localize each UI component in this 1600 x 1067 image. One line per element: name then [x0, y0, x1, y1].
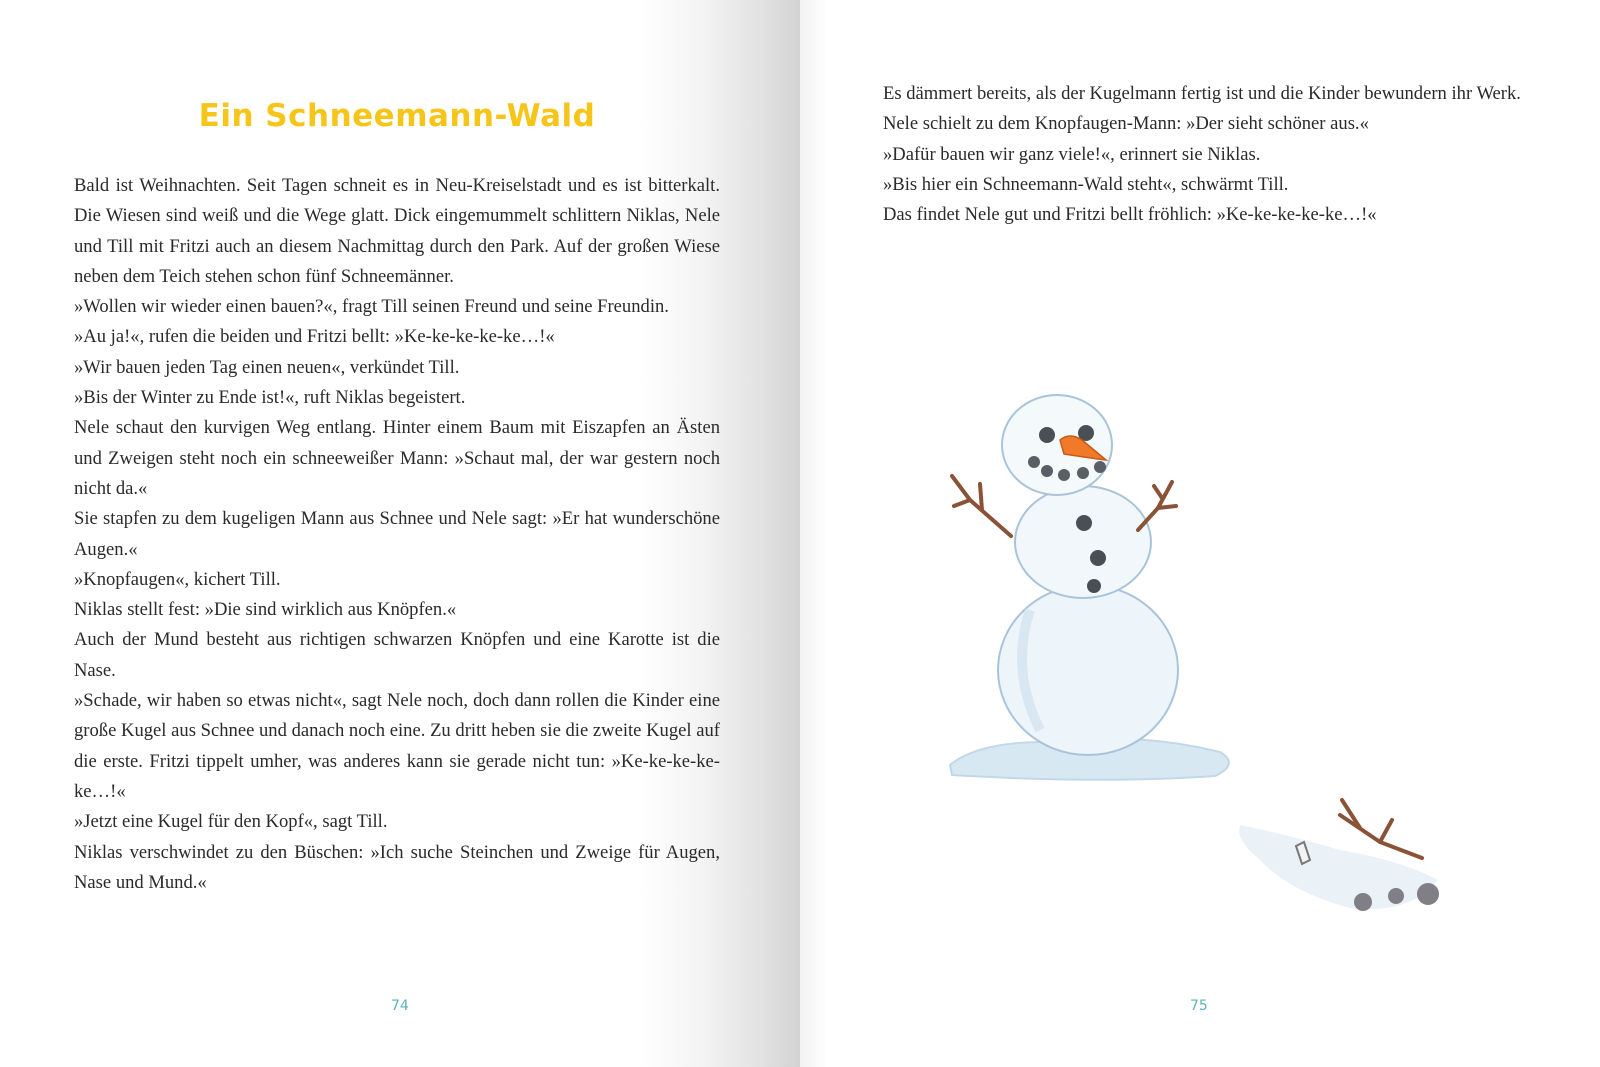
melted-snow-patch — [1239, 825, 1438, 909]
paragraph: Niklas stellt fest: »Die sind wirklich aus Knöpfen.« — [74, 599, 457, 621]
paragraph: Niklas verschwindet zu den Büschen: »Ich suche Steinchen und Zweige für Augen, Nase und Mund.« — [74, 841, 720, 893]
body-button-icon — [1090, 550, 1106, 566]
fallen-stone-icon — [1388, 888, 1404, 904]
mouth-button-icon — [1077, 467, 1089, 479]
paragraph: Auch der Mund besteht aus richtigen schwarzen Knöpfen und eine Karotte ist die Nase. — [74, 629, 720, 681]
paragraph: »Bis hier ein Schneemann-Wald steht«, schwärmt Till. — [883, 173, 1289, 195]
paragraph: »Jetzt eine Kugel für den Kopf«, sagt Till. — [74, 811, 388, 833]
paragraph: Nele schaut den kurvigen Weg entlang. Hinter einem Baum mit Eiszapfen an Ästen und Zweigen steht noch ein schneeweißer Mann: »Schaut mal, der war gestern noch nicht da.« — [74, 417, 720, 499]
paragraph: »Wollen wir wieder einen bauen?«, fragt Till seinen Freund und seine Freundin. — [74, 296, 669, 318]
paragraph: Nele schielt zu dem Knopfaugen-Mann: »Der sieht schöner aus.« — [883, 113, 1369, 135]
paragraph: »Knopfaugen«, kichert Till. — [74, 568, 281, 590]
snowman-illustration — [940, 380, 1460, 940]
page-number-left: 74 — [391, 998, 409, 1014]
mouth-button-icon — [1041, 465, 1053, 477]
snowman-eye-icon — [1039, 427, 1055, 443]
paragraph: »Wir bauen jeden Tag einen neuen«, verkündet Till. — [74, 356, 460, 378]
paragraph: »Schade, wir haben so etwas nicht«, sagt Nele noch, doch dann rollen die Kinder eine große Kugel aus Schnee und danach noch eine. Zu dritt heben sie die zweite Kugel auf die erste. Fritzi tippelt umher, was anderes kann sie gerade nicht tun: »Ke-ke-ke-ke-ke…!« — [74, 690, 720, 802]
paragraph: Bald ist Weihnachten. Seit Tagen schneit es in Neu-Kreiselstadt und es ist bitterkalt. Die Wiesen sind weiß und die Wege glatt. Dick eingemummelt schlittern Niklas, Nele und Till mit Fritzi auch an diesem Nachmittag durch den Park. Auf der großen Wiese neben dem Teich stehen schon fünf Schneemänner. — [74, 175, 720, 287]
paragraph: Das findet Nele gut und Fritzi bellt fröhlich: »Ke-ke-ke-ke-ke…!« — [883, 204, 1377, 226]
page-number-right: 75 — [1190, 998, 1208, 1014]
paragraph: »Au ja!«, rufen die beiden und Fritzi bellt: »Ke-ke-ke-ke-ke…!« — [74, 326, 555, 348]
left-page-text — [74, 171, 720, 898]
right-page-text — [883, 79, 1528, 230]
mouth-button-icon — [1058, 469, 1070, 481]
body-button-icon — [1087, 579, 1101, 593]
fallen-stone-icon — [1417, 883, 1439, 905]
mouth-button-icon — [1094, 461, 1106, 473]
paragraph: Sie stapfen zu dem kugeligen Mann aus Schnee und Nele sagt: »Er hat wunderschöne Augen.« — [74, 508, 720, 560]
mouth-button-icon — [1028, 456, 1040, 468]
twig-arm-left-icon — [952, 476, 1011, 536]
paragraph: »Dafür bauen wir ganz viele!«, erinnert sie Niklas. — [883, 143, 1261, 165]
right-page — [800, 0, 1600, 1067]
body-button-icon — [1076, 515, 1092, 531]
paragraph: Es dämmert bereits, als der Kugelmann fertig ist und die Kinder bewundern ihr Werk. — [883, 83, 1521, 104]
chapter-title: Ein Schneemann-Wald — [198, 98, 596, 134]
paragraph: »Bis der Winter zu Ende ist!«, ruft Niklas begeistert. — [74, 387, 466, 409]
snowman-head — [1002, 395, 1112, 495]
fallen-twig-icon — [1340, 800, 1422, 858]
twig-arm-right-icon — [1138, 482, 1176, 530]
snowman-middle-ball — [1015, 486, 1151, 598]
fallen-stone-icon — [1354, 893, 1372, 911]
